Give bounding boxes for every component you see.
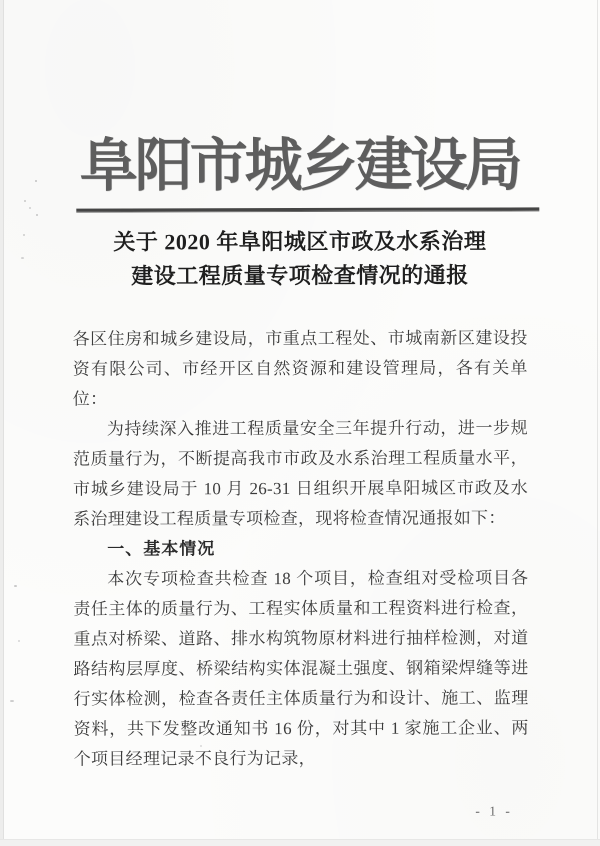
salutation-paragraph: 各区住房和城乡建设局，市重点工程处、市城南新区建设投资有限公司、市经开区自然资源和建设管理局，各有关单位： bbox=[72, 328, 528, 409]
document-title bbox=[72, 224, 527, 293]
document-title-line-2: 建设工程质量专项检查情况的通报 bbox=[131, 262, 469, 289]
document-title-line-1: 关于 2020 年阜阳城区市政及水系治理 bbox=[113, 228, 487, 255]
issuing-org-header: 阜阳市城乡建设局 bbox=[79, 132, 520, 199]
document-content bbox=[0, 133, 600, 821]
scan-edge-bottom bbox=[0, 839, 600, 846]
page-number: - 1 - bbox=[475, 803, 513, 819]
intro-paragraph: 为持续深入推进工程质量安全三年提升行动，进一步规范质量行为，不断提高我市市政及水系治理工程质量水平，市城乡建设局于 10 月 26-31 日组织开展阜阳城区市政及水系治理建设工程质量专项检查，现将检查情况通报如下： bbox=[72, 418, 529, 529]
section-1-paragraph: 本次专项检查共检查 18 个项目，检查组对受检项目各责任主体的质量行为、工程实体质量和工程资料进行检查，重点对桥梁、道路、排水构筑物原材料进行抽样检测，对道路结构层厚度、桥梁结构实体混凝土强度、钢箱梁焊缝等进行实体检测，检查各责任主体质量行为和设计、施工、监理资料，共下发整改通知书 16 份，对其中 1 家施工企业、两个项目经理记录不良行为记录， bbox=[73, 568, 529, 769]
section-1-heading: 一、基本情况 bbox=[107, 539, 216, 559]
header-divider-rule bbox=[76, 207, 539, 212]
